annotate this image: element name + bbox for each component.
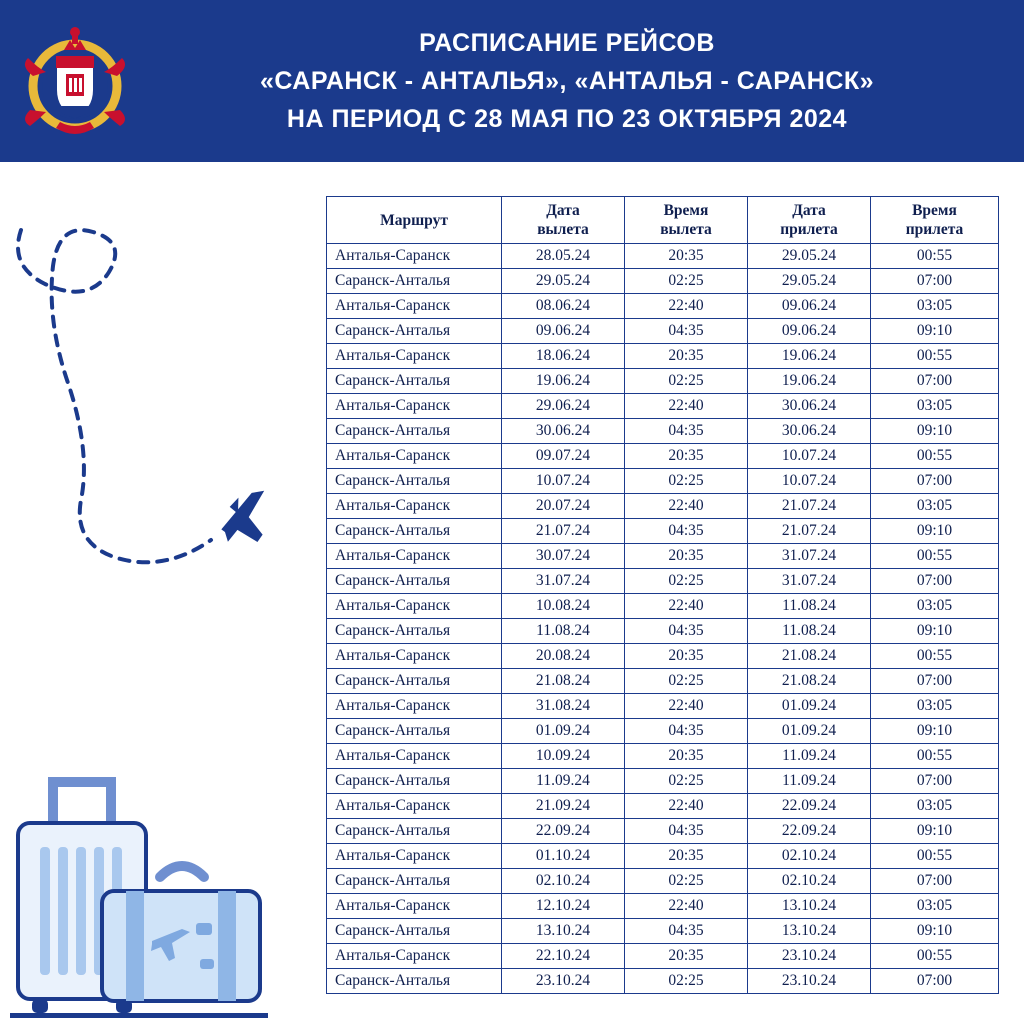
table-row [327, 569, 999, 594]
cell-arrival-time: 03:05 [871, 494, 999, 519]
cell-arrival-date: 29.05.24 [748, 269, 871, 294]
table-row [327, 669, 999, 694]
cell-departure-date: 21.09.24 [502, 794, 625, 819]
cell-departure-time: 04:35 [625, 519, 748, 544]
table-row [327, 269, 999, 294]
cell-arrival-time: 07:00 [871, 969, 999, 994]
luggage-icon [10, 773, 268, 1024]
table-row [327, 469, 999, 494]
cell-arrival-date: 23.10.24 [748, 944, 871, 969]
table-row [327, 844, 999, 869]
cell-departure-time: 20:35 [625, 544, 748, 569]
cell-arrival-time: 07:00 [871, 569, 999, 594]
cell-departure-date: 19.06.24 [502, 369, 625, 394]
cell-arrival-date: 13.10.24 [748, 919, 871, 944]
title-line-2: «САРАНСК - АНТАЛЬЯ», «АНТАЛЬЯ - САРАНСК» [259, 67, 875, 95]
column-header-departure-date: Дата вылета [502, 197, 625, 244]
cell-route: Анталья-Саранск [327, 844, 502, 869]
table-row [327, 769, 999, 794]
column-header-route: Маршрут [327, 197, 502, 244]
table-row [327, 594, 999, 619]
table-row [327, 969, 999, 994]
cell-arrival-time: 03:05 [871, 894, 999, 919]
cell-route: Анталья-Саранск [327, 544, 502, 569]
table-row [327, 319, 999, 344]
cell-departure-time: 22:40 [625, 594, 748, 619]
cell-arrival-date: 21.07.24 [748, 519, 871, 544]
cell-route: Саранск-Анталья [327, 919, 502, 944]
cell-departure-time: 22:40 [625, 794, 748, 819]
table-row [327, 894, 999, 919]
cell-arrival-date: 21.08.24 [748, 644, 871, 669]
cell-departure-time: 02:25 [625, 269, 748, 294]
cell-departure-date: 31.07.24 [502, 569, 625, 594]
title-line-1: РАСПИСАНИЕ РЕЙСОВ [419, 29, 715, 57]
cell-departure-date: 09.06.24 [502, 319, 625, 344]
cell-route: Саранск-Анталья [327, 869, 502, 894]
cell-departure-date: 23.10.24 [502, 969, 625, 994]
cell-arrival-date: 11.08.24 [748, 619, 871, 644]
cell-departure-time: 20:35 [625, 844, 748, 869]
cell-departure-date: 09.07.24 [502, 444, 625, 469]
cell-departure-time: 04:35 [625, 919, 748, 944]
cell-arrival-time: 07:00 [871, 869, 999, 894]
cell-route: Анталья-Саранск [327, 494, 502, 519]
cell-route: Анталья-Саранск [327, 344, 502, 369]
cell-route: Анталья-Саранск [327, 694, 502, 719]
cell-departure-date: 13.10.24 [502, 919, 625, 944]
cell-arrival-time: 03:05 [871, 394, 999, 419]
cell-arrival-time: 09:10 [871, 319, 999, 344]
cell-route: Саранск-Анталья [327, 719, 502, 744]
cell-departure-time: 04:35 [625, 619, 748, 644]
cell-route: Саранск-Анталья [327, 969, 502, 994]
table-header-row [327, 197, 999, 244]
cell-arrival-date: 22.09.24 [748, 819, 871, 844]
cell-departure-time: 02:25 [625, 969, 748, 994]
table-row [327, 494, 999, 519]
cell-departure-time: 20:35 [625, 344, 748, 369]
cell-route: Саранск-Анталья [327, 569, 502, 594]
cell-arrival-date: 11.09.24 [748, 769, 871, 794]
cell-departure-time: 02:25 [625, 869, 748, 894]
cell-departure-time: 22:40 [625, 494, 748, 519]
table-row [327, 719, 999, 744]
cell-arrival-time: 00:55 [871, 544, 999, 569]
cell-arrival-date: 31.07.24 [748, 569, 871, 594]
cell-arrival-date: 10.07.24 [748, 444, 871, 469]
cell-departure-date: 31.08.24 [502, 694, 625, 719]
column-header-departure-time: Время вылета [625, 197, 748, 244]
cell-arrival-date: 13.10.24 [748, 894, 871, 919]
cell-departure-time: 02:25 [625, 469, 748, 494]
table-row [327, 544, 999, 569]
cell-departure-date: 01.10.24 [502, 844, 625, 869]
cell-arrival-date: 02.10.24 [748, 869, 871, 894]
cell-arrival-date: 09.06.24 [748, 319, 871, 344]
cell-departure-date: 22.09.24 [502, 819, 625, 844]
cell-arrival-date: 02.10.24 [748, 844, 871, 869]
cell-arrival-time: 07:00 [871, 669, 999, 694]
cell-route: Саранск-Анталья [327, 669, 502, 694]
cell-arrival-time: 00:55 [871, 344, 999, 369]
table-row [327, 244, 999, 269]
table-row [327, 519, 999, 544]
table-row [327, 919, 999, 944]
cell-arrival-time: 09:10 [871, 519, 999, 544]
table-row [327, 944, 999, 969]
table-row [327, 444, 999, 469]
cell-route: Саранск-Анталья [327, 319, 502, 344]
cell-departure-time: 02:25 [625, 569, 748, 594]
cell-departure-date: 29.05.24 [502, 269, 625, 294]
cell-route: Анталья-Саранск [327, 594, 502, 619]
cell-route: Анталья-Саранск [327, 394, 502, 419]
cell-arrival-date: 10.07.24 [748, 469, 871, 494]
cell-arrival-time: 09:10 [871, 719, 999, 744]
cell-departure-date: 29.06.24 [502, 394, 625, 419]
cell-departure-time: 04:35 [625, 719, 748, 744]
cell-departure-date: 11.09.24 [502, 769, 625, 794]
cell-departure-time: 20:35 [625, 244, 748, 269]
cell-arrival-date: 30.06.24 [748, 419, 871, 444]
cell-arrival-time: 03:05 [871, 294, 999, 319]
cell-departure-date: 11.08.24 [502, 619, 625, 644]
cell-arrival-time: 00:55 [871, 844, 999, 869]
cell-arrival-time: 09:10 [871, 919, 999, 944]
cell-route: Анталья-Саранск [327, 444, 502, 469]
cell-arrival-date: 31.07.24 [748, 544, 871, 569]
cell-arrival-time: 00:55 [871, 244, 999, 269]
header-banner [0, 0, 1024, 162]
cell-departure-date: 30.06.24 [502, 419, 625, 444]
cell-departure-date: 20.08.24 [502, 644, 625, 669]
cell-route: Саранск-Анталья [327, 369, 502, 394]
table-row [327, 294, 999, 319]
cell-departure-time: 20:35 [625, 644, 748, 669]
cell-departure-date: 12.10.24 [502, 894, 625, 919]
cell-departure-time: 20:35 [625, 744, 748, 769]
cell-departure-time: 20:35 [625, 944, 748, 969]
cell-departure-date: 30.07.24 [502, 544, 625, 569]
cell-arrival-time: 07:00 [871, 469, 999, 494]
cell-route: Саранск-Анталья [327, 419, 502, 444]
cell-arrival-time: 09:10 [871, 819, 999, 844]
cell-departure-time: 22:40 [625, 694, 748, 719]
cell-departure-time: 20:35 [625, 444, 748, 469]
table-row [327, 744, 999, 769]
cell-arrival-time: 00:55 [871, 944, 999, 969]
cell-arrival-date: 29.05.24 [748, 244, 871, 269]
cell-arrival-date: 11.08.24 [748, 594, 871, 619]
cell-departure-date: 10.07.24 [502, 469, 625, 494]
cell-departure-date: 21.08.24 [502, 669, 625, 694]
cell-departure-date: 02.10.24 [502, 869, 625, 894]
cell-route: Анталья-Саранск [327, 944, 502, 969]
title-line-3: НА ПЕРИОД С 28 МАЯ ПО 23 ОКТЯБРЯ 2024 [286, 105, 848, 133]
cell-arrival-date: 19.06.24 [748, 369, 871, 394]
cell-route: Анталья-Саранск [327, 244, 502, 269]
table-row [327, 369, 999, 394]
page-title [150, 24, 1024, 138]
cell-arrival-date: 19.06.24 [748, 344, 871, 369]
cell-arrival-date: 30.06.24 [748, 394, 871, 419]
cell-arrival-time: 07:00 [871, 269, 999, 294]
cell-departure-time: 22:40 [625, 394, 748, 419]
column-header-arrival-time: Время прилета [871, 197, 999, 244]
cell-route: Анталья-Саранск [327, 794, 502, 819]
cell-arrival-time: 07:00 [871, 369, 999, 394]
cell-route: Саранск-Анталья [327, 519, 502, 544]
coat-of-arms-mordovia-icon [0, 0, 150, 162]
cell-route: Анталья-Саранск [327, 644, 502, 669]
cell-departure-time: 22:40 [625, 294, 748, 319]
cell-arrival-date: 01.09.24 [748, 694, 871, 719]
cell-arrival-time: 07:00 [871, 769, 999, 794]
cell-departure-date: 28.05.24 [502, 244, 625, 269]
cell-route: Анталья-Саранск [327, 744, 502, 769]
cell-arrival-date: 23.10.24 [748, 969, 871, 994]
cell-departure-date: 22.10.24 [502, 944, 625, 969]
cell-departure-time: 04:35 [625, 819, 748, 844]
cell-arrival-date: 09.06.24 [748, 294, 871, 319]
cell-departure-date: 21.07.24 [502, 519, 625, 544]
cell-arrival-date: 22.09.24 [748, 794, 871, 819]
cell-departure-time: 02:25 [625, 769, 748, 794]
table-row [327, 644, 999, 669]
cell-departure-date: 08.06.24 [502, 294, 625, 319]
cell-departure-date: 18.06.24 [502, 344, 625, 369]
table-row [327, 794, 999, 819]
cell-route: Анталья-Саранск [327, 894, 502, 919]
cell-route: Саранск-Анталья [327, 819, 502, 844]
cell-departure-time: 22:40 [625, 894, 748, 919]
cell-arrival-time: 00:55 [871, 444, 999, 469]
cell-route: Саранск-Анталья [327, 619, 502, 644]
cell-departure-date: 10.08.24 [502, 594, 625, 619]
cell-arrival-time: 00:55 [871, 744, 999, 769]
cell-route: Саранск-Анталья [327, 469, 502, 494]
table-row [327, 619, 999, 644]
cell-arrival-time: 09:10 [871, 619, 999, 644]
cell-departure-time: 04:35 [625, 319, 748, 344]
cell-arrival-date: 21.08.24 [748, 669, 871, 694]
cell-departure-time: 02:25 [625, 669, 748, 694]
cell-departure-date: 01.09.24 [502, 719, 625, 744]
cell-departure-date: 10.09.24 [502, 744, 625, 769]
cell-arrival-date: 11.09.24 [748, 744, 871, 769]
left-illustration-area [0, 162, 320, 1024]
table-row [327, 394, 999, 419]
column-header-arrival-date: Дата прилета [748, 197, 871, 244]
table-row [327, 869, 999, 894]
cell-departure-date: 20.07.24 [502, 494, 625, 519]
table-row [327, 819, 999, 844]
cell-route: Саранск-Анталья [327, 269, 502, 294]
cell-arrival-time: 03:05 [871, 594, 999, 619]
cell-arrival-time: 00:55 [871, 644, 999, 669]
table-body [327, 244, 999, 994]
cell-arrival-date: 01.09.24 [748, 719, 871, 744]
table-row [327, 344, 999, 369]
cell-arrival-time: 09:10 [871, 419, 999, 444]
cell-departure-time: 02:25 [625, 369, 748, 394]
flight-path-icon [5, 192, 295, 597]
flight-schedule-table [326, 196, 998, 994]
cell-arrival-time: 03:05 [871, 794, 999, 819]
cell-departure-time: 04:35 [625, 419, 748, 444]
cell-route: Саранск-Анталья [327, 769, 502, 794]
cell-route: Анталья-Саранск [327, 294, 502, 319]
cell-arrival-date: 21.07.24 [748, 494, 871, 519]
table-row [327, 694, 999, 719]
table-row [327, 419, 999, 444]
cell-arrival-time: 03:05 [871, 694, 999, 719]
